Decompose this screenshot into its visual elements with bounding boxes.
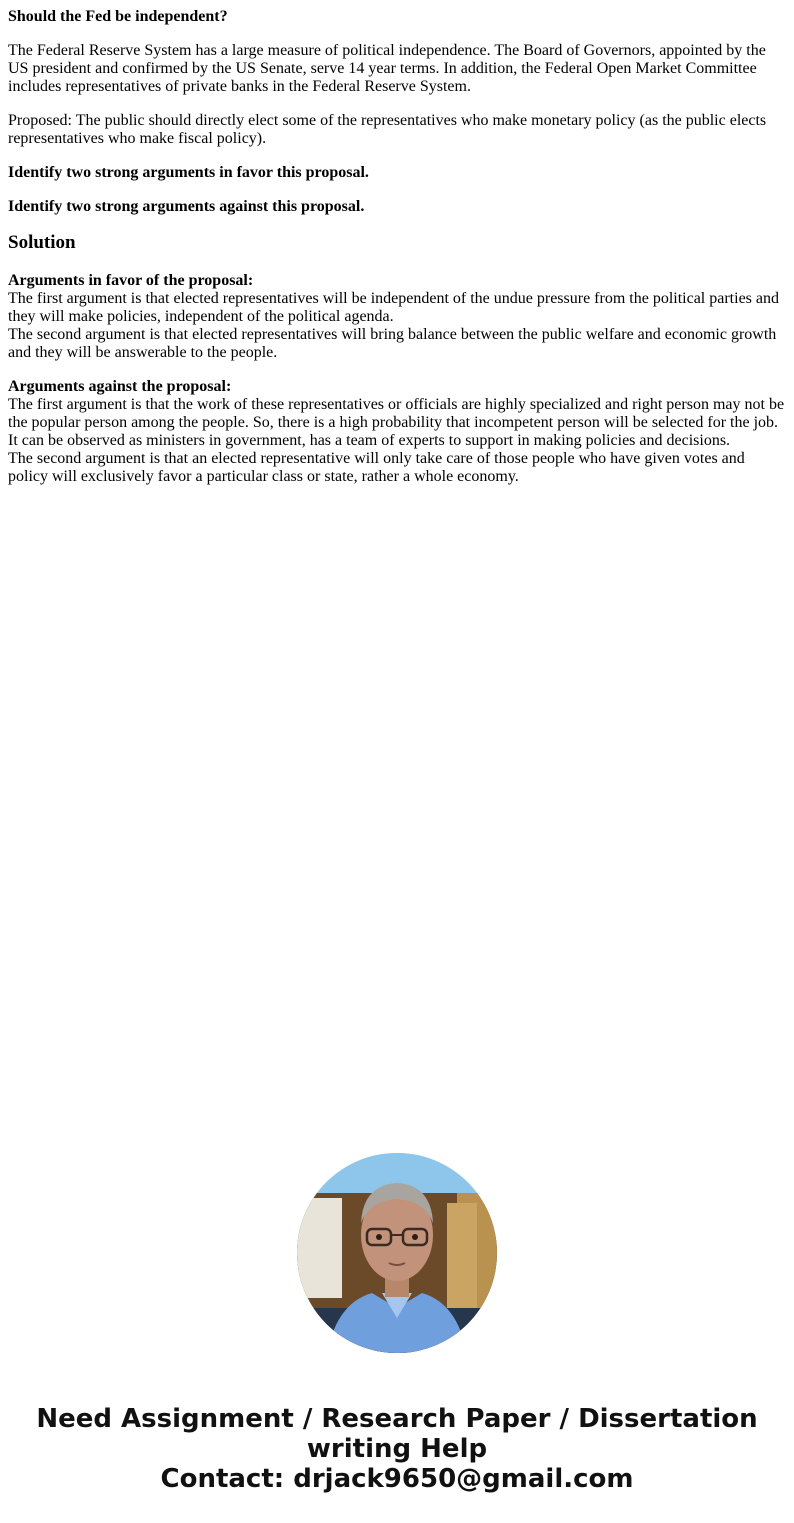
document-body [8, 8, 786, 502]
favor-point: The second argument is that elected representatives will bring balance between the public welfare and economic growth and they will be answerable to the people. [8, 326, 777, 361]
promo-contact: Contact: drjack9650@gmail.com [160, 1464, 634, 1494]
promo-line-2: writing Help [306, 1434, 488, 1464]
promo-banner [0, 1404, 794, 1494]
against-title: Arguments against the proposal: [8, 378, 232, 395]
favor-section [8, 272, 786, 362]
proposal-text: Proposed: The public should directly elect some of the representatives who make monetary policy (as the public elects representatives who make fiscal policy). [8, 112, 767, 147]
promo-line-1: Need Assignment / Research Paper / Dissertation [36, 1404, 758, 1434]
question-context: The Federal Reserve System has a large measure of political independence. The Board of Governors, appointed by the US president and confirmed by the US Senate, serve 14 year terms. In addition, the Federal Open Market Committee includes representatives of private banks in the Federal Reserve System. [8, 42, 766, 95]
author-avatar [297, 1153, 497, 1353]
solution-heading: Solution [8, 232, 76, 253]
against-point: The second argument is that an elected representative will only take care of those people who have given votes and policy will exclusively favor a particular class or state, rather a whole economy. [8, 450, 745, 485]
question-title: Should the Fed be independent? [8, 8, 228, 25]
favor-title: Arguments in favor of the proposal: [8, 272, 254, 289]
against-section [8, 378, 786, 486]
against-point: The first argument is that the work of these representatives or officials are highly specialized and right person may not be the popular person among the people. So, there is a high probability that incompetent person will be selected for the job. It can be observed as ministers in government, has a team of experts to support in making policies and decisions. [8, 396, 785, 449]
prompt-favor: Identify two strong arguments in favor this proposal. [8, 164, 369, 181]
author-photo [297, 1153, 497, 1353]
favor-point: The first argument is that elected representatives will be independent of the undue pressure from the political parties and they will make policies, independent of the political agenda. [8, 290, 779, 325]
prompt-against: Identify two strong arguments against this proposal. [8, 198, 365, 215]
